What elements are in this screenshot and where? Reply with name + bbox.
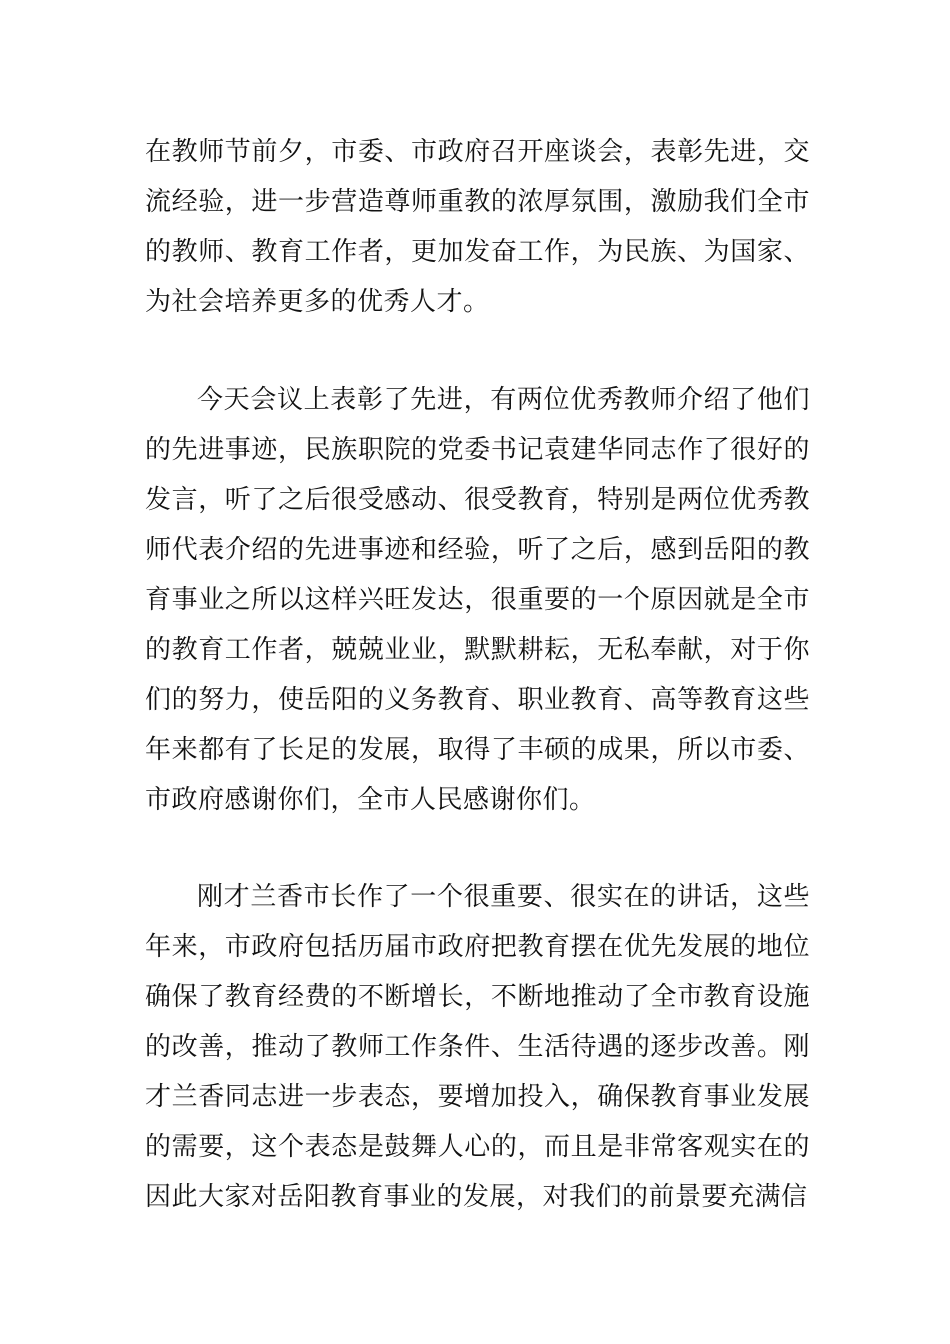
paragraph-3: 刚才兰香市长作了一个很重要、很实在的讲话，这些年来，市政府包括历届市政府把教育摆在优先发展的地位确保了教育经费的不断增长，不断地推动了全市教育设施的改善，推动了教师工作条件、生活待遇的逐步改善。刚才兰香同志进一步表态，要增加投入，确保教育事业发展的需要，这个表态是鼓舞人心的，而且是非常客观实在的因此大家对岳阳教育事业的发展，对我们的前景要充满信 xyxy=(145,882,810,1212)
paragraph-2: 今天会议上表彰了先进，有两位优秀教师介绍了他们的先进事迹，民族职院的党委书记袁建华同志作了很好的发言，听了之后很受感动、很受教育，特别是两位优秀教师代表介绍的先进事迹和经验，听了之后，感到岳阳的教育事业之所以这样兴旺发达，很重要的一个原因就是全市的教育工作者，兢兢业业，默默耕耘，无私奉献，对于你们的努力，使岳阳的义务教育、职业教育、高等教育这些年来都有了长足的发展，取得了丰硕的成果，所以市委、市政府感谢你们，全市人民感谢你们。 xyxy=(145,385,810,815)
paragraph-1: 在教师节前夕，市委、市政府召开座谈会，表彰先进，交流经验，进一步营造尊师重教的浓厚氛围，激励我们全市的教师、教育工作者，更加发奋工作，为民族、为国家、为社会培养更多的优秀人才。 xyxy=(145,137,810,317)
